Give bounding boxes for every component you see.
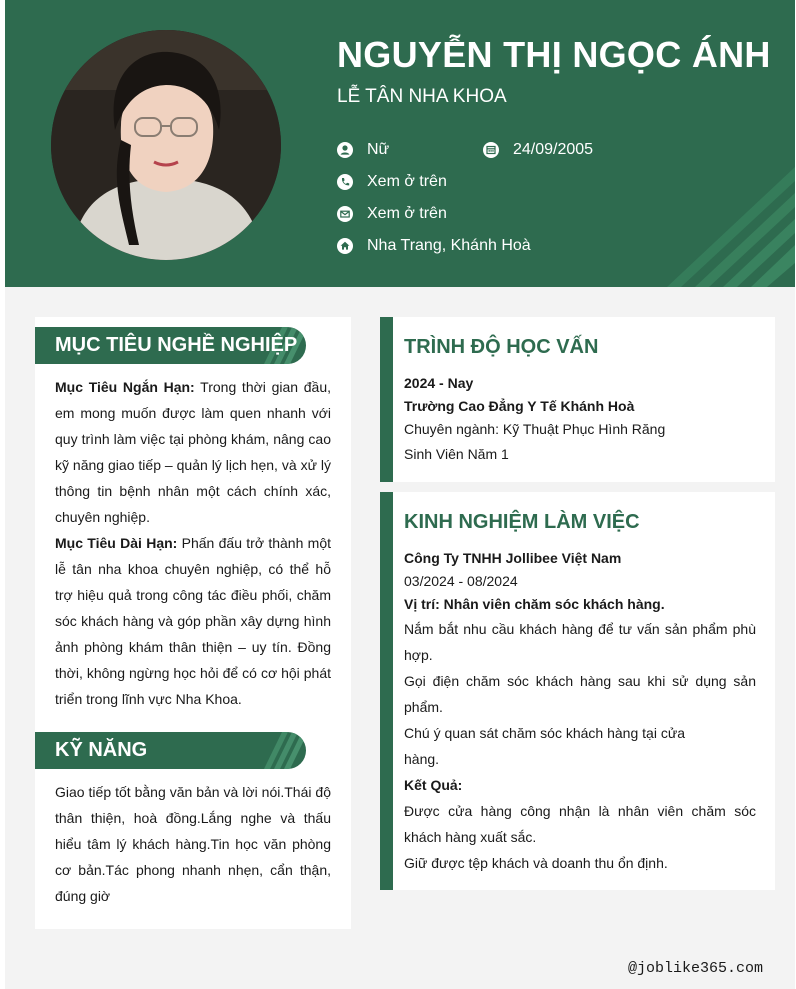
experience-title: KINH NGHIỆM LÀM VIỆC	[404, 511, 640, 533]
section-accent-bar	[380, 492, 393, 890]
experience-card	[380, 492, 775, 890]
avatar	[51, 30, 281, 260]
experience-period: 03/2024 - 08/2024	[404, 573, 518, 589]
long-term-label: Mục Tiêu Dài Hạn:	[55, 535, 178, 551]
skills-title: KỸ NĂNG	[55, 739, 148, 761]
address-row	[337, 237, 531, 255]
profile-header	[5, 0, 795, 287]
tag-stripes	[242, 732, 306, 769]
education-major: Chuyên ngành: Kỹ Thuật Phục Hình Răng	[404, 421, 666, 437]
left-column-card	[35, 317, 351, 929]
skills-text: Giao tiếp tốt bằng văn bản và lời nói.Thái độ thân thiện, hoà đồng.Lắng nghe và thấu hiểu tâm lý khách hàng.Tin học văn phòng cơ bản.Tác phong nhanh nhẹn, cẩn thận, đúng giờ	[55, 784, 331, 904]
phone-icon	[337, 174, 353, 190]
result-item: Được cửa hàng công nhận là nhân viên chăm sóc khách hàng xuất sắc.	[404, 803, 756, 845]
address-value: Nha Trang, Khánh Hoà	[367, 237, 531, 254]
watermark: @joblike365.com	[627, 960, 763, 977]
phone-row	[337, 173, 447, 191]
education-status: Sinh Viên Năm 1	[404, 446, 509, 462]
education-school: Trường Cao Đẳng Y Tế Khánh Hoà	[404, 398, 635, 414]
education-card	[380, 317, 775, 482]
section-accent-bar	[380, 317, 393, 482]
user-icon	[337, 142, 353, 158]
decorative-stripes	[665, 167, 795, 287]
email-row	[337, 205, 447, 223]
email-value: Xem ở trên	[367, 205, 447, 222]
dob-row	[483, 141, 593, 159]
skills-heading-tag	[35, 732, 306, 769]
education-title: TRÌNH ĐỘ HỌC VẤN	[404, 336, 599, 358]
result-item: Giữ được tệp khách và doanh thu ổn định.	[404, 855, 668, 871]
phone-value: Xem ở trên	[367, 173, 447, 190]
avatar-portrait	[51, 30, 281, 260]
long-term-text: Phấn đấu trở thành một lễ tân nha khoa chuyên nghiệp, có thể hỗ trợ hiệu quả trong công tác điều phối, chăm sóc khách hàng và góp phần xây dựng hình ảnh phòng khám thân thiện – uy tín. Đồng thời, không ngừng học hỏi để có cơ hội phát triển trong lĩnh vực Nha Khoa.	[55, 535, 331, 707]
dob-value: 24/09/2005	[513, 141, 594, 158]
objective-text	[55, 374, 331, 712]
duty-item: Nắm bắt nhu cầu khách hàng để tư vấn sản phẩm phù hợp.	[404, 621, 756, 663]
job-title: LỄ TÂN NHA KHOA	[337, 86, 507, 107]
duty-item: Chú ý quan sát chăm sóc khách hàng tại cửa hàng.	[404, 725, 685, 767]
objective-heading-tag	[35, 327, 306, 364]
result-label: Kết Quả:	[404, 777, 463, 793]
duty-item: Gọi điện chăm sóc khách hàng sau khi sử dụng sản phẩm.	[404, 673, 756, 715]
candidate-name: NGUYỄN THỊ NGỌC ÁNH	[337, 34, 771, 75]
email-icon	[337, 206, 353, 222]
cv-page	[5, 0, 795, 989]
gender-row	[337, 141, 389, 159]
short-term-text: Trong thời gian đầu, em mong muốn được làm quen nhanh với quy trình làm việc tại phòng khám, nâng cao kỹ năng giao tiếp – quản lý lịch hẹn, và xử lý thông tin bệnh nhân một cách chính xác, chuyên nghiệp.	[55, 379, 331, 525]
objective-title: MỤC TIÊU NGHỀ NGHIỆP	[55, 334, 298, 356]
education-period: 2024 - Nay	[404, 375, 474, 391]
home-icon	[337, 238, 353, 254]
gender-value: Nữ	[367, 141, 390, 158]
experience-position: Vị trí: Nhân viên chăm sóc khách hàng.	[404, 596, 665, 612]
short-term-label: Mục Tiêu Ngắn Hạn:	[55, 379, 195, 395]
calendar-icon	[483, 142, 499, 158]
experience-company: Công Ty TNHH Jollibee Việt Nam	[404, 550, 622, 566]
